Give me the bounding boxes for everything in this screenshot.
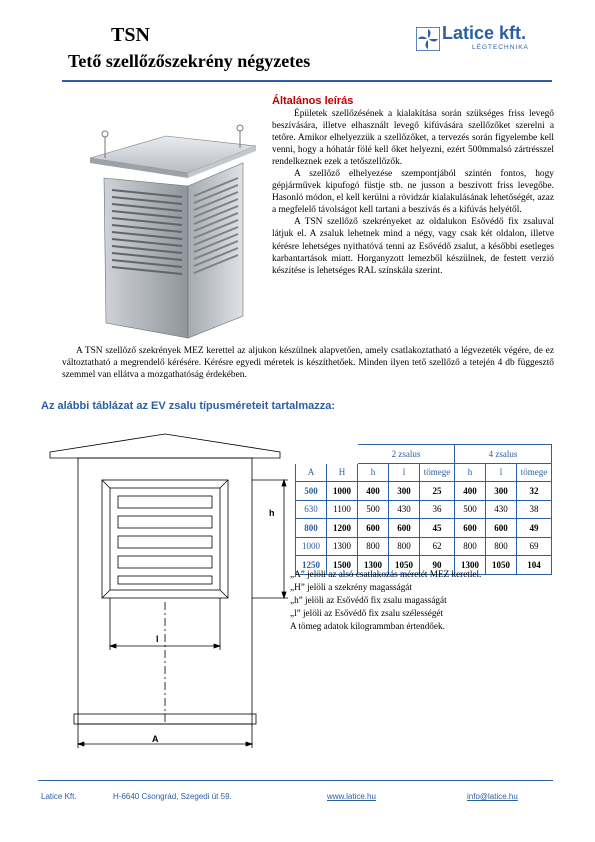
table-row	[296, 500, 552, 519]
paragraph: A szellőző elhelyezése szempontjából szintén fontos, hogy gépjárművek kipufogó füstje stb. ne jusson a beszívott friss levegőbe. Hasonló módon, el kell kerülni a rövidzár kialakulásának lehetőségét, azaz a megfelelő távolságot kell tartani a beszívás és a kifúvás helyétől.	[272, 169, 554, 216]
table-cell: 600	[455, 519, 486, 538]
paragraph: Épületek szellőzésének a kialakítása során szükséges friss levegő beszívására, illetve elhasznált levegő kifúvására szellőzőket szerelni a tetőre. Amikor elhelyezzük a szellőzőket, a tervezés során figyelembe kell venni, hogy a hóhatár fölé kell őket helyezni, ezért 500mmalsó zártrésszel rendelkeznek ezek a tetőszellőzők.	[272, 109, 554, 168]
header-divider	[62, 80, 552, 82]
table-cell: 300	[486, 482, 517, 501]
group-2-louver: 2 zsalus	[358, 445, 455, 464]
technical-drawing	[40, 422, 290, 762]
note-line: A tömeg adatok kilogrammban értendőek.	[290, 621, 445, 631]
table-cell: 500	[455, 500, 486, 519]
column-header: l	[389, 463, 420, 482]
table-notes	[290, 568, 481, 633]
table-cell: 800	[389, 537, 420, 556]
paragraph: A TSN szellőző szekrényeket az oldalukon Esővédő fix zsaluval látjuk el. A zsaluk lehetnek mind a négy, vagy csak két oldalon, illetve kérésre lehetséges nyithatóvá tenni az Esővédő zsalut, a későbbi esetleges karbantartások miatt. Horganyzott lemezből készülnek, de festett verzió készítése is lehetséges RAL színskála szerint.	[272, 217, 554, 276]
table-row	[296, 482, 552, 501]
dimension-table	[295, 444, 552, 575]
table-cell: 90	[420, 556, 455, 575]
table-cell: 62	[420, 537, 455, 556]
table-header-row	[296, 463, 552, 482]
table-cell: 1300	[327, 537, 358, 556]
table-cell: 45	[420, 519, 455, 538]
table-cell: 1200	[327, 519, 358, 538]
table-cell: 630	[296, 500, 327, 519]
note-line: „h” jelöli az Esővédő fix zsalu magasságát	[290, 595, 447, 605]
table-cell: 1000	[327, 482, 358, 501]
intro-text	[272, 108, 554, 277]
table-cell: 49	[517, 519, 552, 538]
footer-company: Latice Kft.	[41, 792, 77, 801]
table-cell: 600	[389, 519, 420, 538]
table-cell: 1100	[327, 500, 358, 519]
table-cell: 38	[517, 500, 552, 519]
table-cell: 600	[358, 519, 389, 538]
table-cell: 400	[358, 482, 389, 501]
table-cell: 1250	[296, 556, 327, 575]
table-cell: 1300	[358, 556, 389, 575]
table-cell: 1300	[455, 556, 486, 575]
table-cell: 300	[389, 482, 420, 501]
section-heading-table: Az alábbi táblázat az EV zsalu típusméreteit tartalmazza:	[41, 400, 336, 412]
note-line: „H” jelöli a szekrény magasságát	[290, 582, 412, 592]
dimension-label-h: h	[269, 508, 275, 518]
logo-name: Latice kft.	[442, 23, 527, 43]
column-header: h	[455, 463, 486, 482]
column-header: h	[358, 463, 389, 482]
table-cell: 800	[455, 537, 486, 556]
dimension-label-l: l	[156, 634, 159, 644]
footer-email-link[interactable]: info@latice.hu	[467, 792, 518, 801]
note-line: „l” jelöli az Esővédő fix zsalu szélességét	[290, 608, 444, 618]
intro-text-full-width	[62, 345, 554, 381]
column-header: tömege	[420, 463, 455, 482]
table-cell: 1500	[327, 556, 358, 575]
column-header: tömege	[517, 463, 552, 482]
fan-logo-icon	[416, 27, 440, 51]
table-cell: 400	[455, 482, 486, 501]
dimension-label-A: A	[152, 734, 159, 744]
table-cell: 25	[420, 482, 455, 501]
table-cell: 69	[517, 537, 552, 556]
footer-address: H-6640 Csongrád, Szegedi út 59.	[113, 792, 232, 801]
table-cell: 800	[358, 537, 389, 556]
section-heading-general: Általános leírás	[272, 95, 354, 107]
table-cell: 1050	[389, 556, 420, 575]
column-header: H	[327, 463, 358, 482]
table-cell: 500	[296, 482, 327, 501]
table-cell: 600	[486, 519, 517, 538]
table-cell: 104	[517, 556, 552, 575]
table-cell: 1050	[486, 556, 517, 575]
note-line: „A” jelöli az alsó csatlakozás méretét MEZ keretlel.	[290, 569, 482, 579]
table-cell: 1000	[296, 537, 327, 556]
group-4-louver: 4 zsalus	[455, 445, 552, 464]
document-subtitle: Tető szellőzőszekrény négyzetes	[68, 51, 311, 71]
table-cell: 430	[486, 500, 517, 519]
logo-tagline: LÉGTECHNIKA	[472, 44, 529, 51]
footer-divider	[38, 780, 553, 781]
column-header: l	[486, 463, 517, 482]
table-cell: 36	[420, 500, 455, 519]
column-header: A	[296, 463, 327, 482]
table-cell: 430	[389, 500, 420, 519]
table-cell: 500	[358, 500, 389, 519]
table-cell: 800	[296, 519, 327, 538]
document-title: TSN	[111, 24, 150, 46]
table-cell: 800	[486, 537, 517, 556]
paragraph: A TSN szellőző szekrények MEZ kerettel az aljukon készülnek alapvetően, amely csatlakoztatható a légvezeték végére, de ez változtatható a megrendelő kérésére. Kérésre egyedi méretek is készíthetőek. Minden ilyen tető szellőző a tetején 4 db függesztő szemmel van ellátva a mozgathatóság érdekében.	[62, 346, 554, 381]
product-image	[78, 118, 268, 343]
table-row	[296, 519, 552, 538]
table-cell: 32	[517, 482, 552, 501]
footer-website-link[interactable]: www.latice.hu	[327, 792, 376, 801]
table-row	[296, 537, 552, 556]
table-group-header-row	[296, 445, 552, 464]
